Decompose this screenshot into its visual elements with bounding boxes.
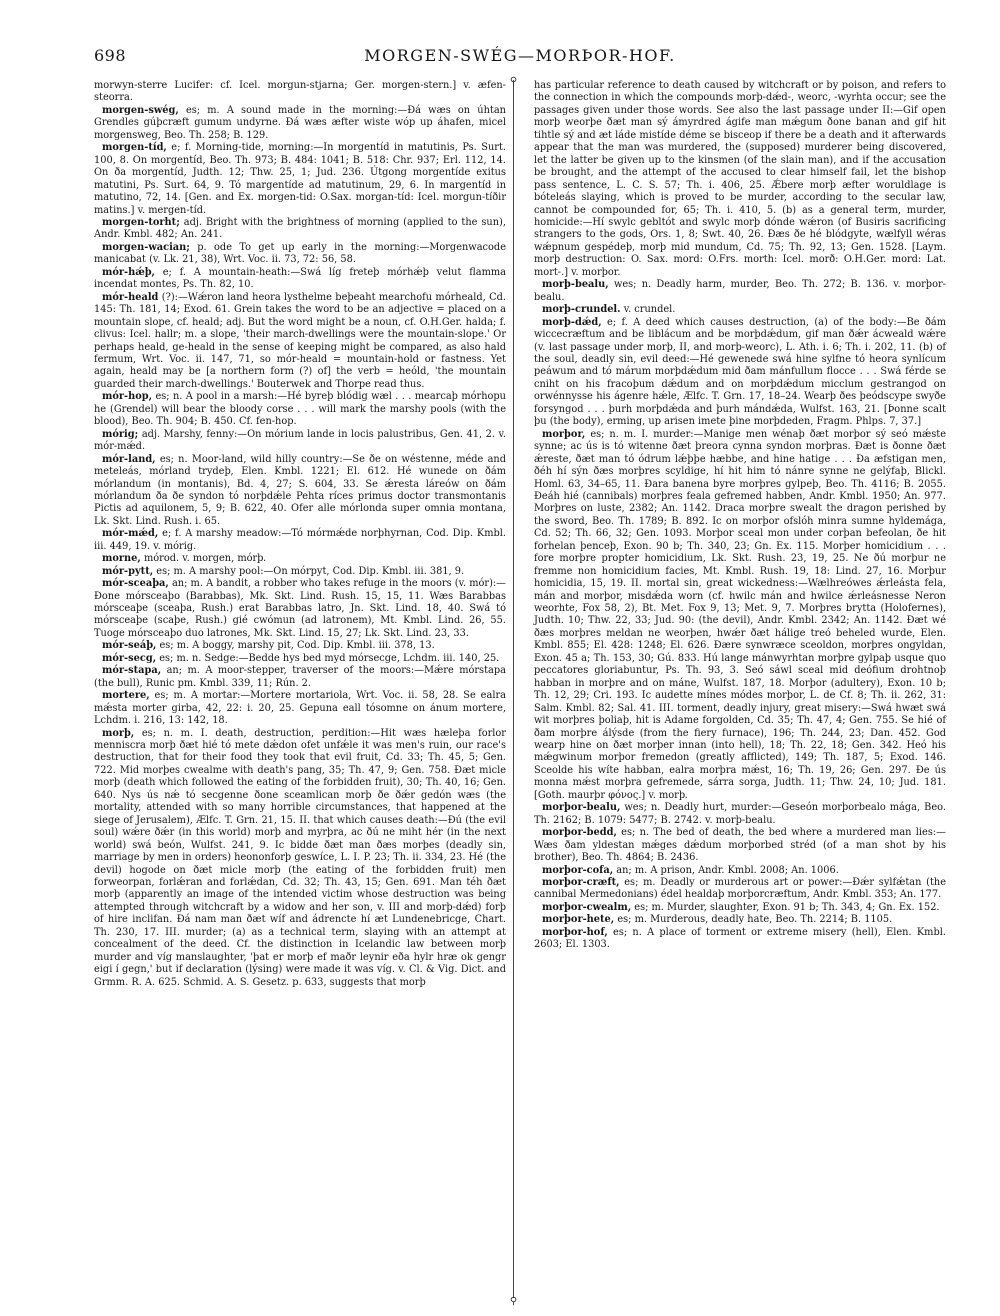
entry-headword: morþ, <box>102 727 135 739</box>
entry-headword: morgen-wacian; <box>102 241 190 253</box>
entry-text: (?):—Wǽron land heora lysthelme beþeaht mearchofu mórheald, Cd. 145: Th. 181, 14; Exod. 61. Grein takes the word to be an adjective = placed on a mountain slope, cf. heald; adj. But the word might be a noun, cf. O.H.Ger. halda; f. clivus: Icel. hallr; m. a slope, 'their march-dwellings were the mountain-slope.' Or perhaps heald, ge-heald in the sense of keeping might be compared, as also hald fermum, Wrt. Voc. ii. 147, 71, so mór-heald = mountain-hold or fastness. Yet again, heald may be [a northern form (?) of] the verb = heóld, 'the mountain guarded their march-dwellings.' Bouterwek and Thorpe read thus. <box>94 291 506 390</box>
dictionary-entry <box>94 553 506 565</box>
dictionary-entry <box>94 391 506 428</box>
page-header <box>94 46 946 70</box>
entry-headword: mór-land, <box>102 453 156 465</box>
dictionary-entry <box>94 640 506 652</box>
dictionary-entry <box>534 827 946 864</box>
dictionary-entry <box>534 902 946 914</box>
entry-headword: morþor-bedd, <box>542 827 617 839</box>
entry-headword: morgen-tíd, <box>102 142 167 154</box>
entry-headword: mór-pytt, <box>102 565 154 577</box>
dictionary-entry <box>94 292 506 392</box>
entry-headword: morgen-torht; <box>102 216 180 228</box>
entry-text: es; n. The bed of death, the bed where a murdered man lies:—Wæs ðam yldestan mǽges dǽdum morþorbed stréd (of a man shot by his brother), Beo. Th. 4864; B. 2436. <box>534 827 946 864</box>
right-column <box>534 80 946 952</box>
entry-headword: morþor-hete, <box>542 914 615 926</box>
entry-text: es; n. Moor-land, wild hilly country:—Se ðe on wéstenne, méde and meteleás, mórland trydeþ, Elen. Kmbl. 1221; El. 612. Hé wunede on ðám mórlandum (in montanis), Bd. 4, 27; S. 604, 33. Se ǽresta láreów on ðám mórlandum ða ðe syndon tó norþdǽle Pehta ríces primus doctor transmontanis Pictis ad aquilonem, 5, 9; B. 622, 40. Ofer alle mórlonda super omnia montana, Lk. Skt. Lind. Rush. i. 65. <box>94 453 506 527</box>
entry-text: morwyn-sterre Lucifer: cf. Icel. morgun-stjarna; Ger. morgen-stern.] v. æfen-steorra. <box>94 80 506 104</box>
entry-headword: morþor-bealu, <box>542 802 621 814</box>
entry-text: es; m. A sound made in the morning:—Ðá wæs on úhtan Grendles gúþcræft gumum undyrne. Ðá wæs æfter wiste wóp up áhafen, micel morgensweg, Beo. Th. 258; B. 129. <box>94 104 506 141</box>
entry-text: es; n. A place of torment or extreme misery (hell), Elen. Kmbl. 2603; El. 1303. <box>534 926 946 951</box>
dictionary-entry <box>94 217 506 242</box>
entry-headword: morþ-crundel. <box>542 304 621 316</box>
entry-text: wes; n. Deadly harm, murder, Beo. Th. 272; B. 136. v. morþor-bealu. <box>534 279 946 303</box>
entry-text: es; m. n. Sedge:—Bedde hys bed myd mórsecge, Lchdm. iii. 140, 25. <box>159 652 500 664</box>
entry-text: wes; n. Deadly hurt, murder:—Geseón morþorbealo mága, Beo. Th. 2162; B. 1079: 5477; B. 2742. v. morþ-bealu. <box>534 802 946 826</box>
divider-ornament-icon: ⚲ <box>509 1296 518 1307</box>
dictionary-entry <box>94 267 506 292</box>
entry-text: es; m. Murderous, deadly hate, Beo. Th. 2214; B. 1105. <box>617 914 893 926</box>
entry-headword: mór-sceaþa, <box>102 578 169 590</box>
entry-headword: mór-stapa, <box>102 665 162 677</box>
entry-text: es; n. m. I. death, destruction, perdition:—Hit wæs hæleþa forlor menniscra morþ ðæt hié tó mete dǽdon ofet unfǽle it was men's ruin, our race's destruction, that for their food they took that evil fruit, Cd. 33; Th. 45, 5; Gen. 722. Mid morþes cwealme with death's pang, 35; Th. 47, 9; Gen. 758. Ðæt micle morþ (death which followed the eating of the forbidden fruit), 30; Th. 40, 16; Gen. 640. Nys ús nǽ tó secgenne ðone sceamlican morþ ðe ðǽr gedón wæs (the mortality, attended with so many horrible circumstances, that happened at the siege of Jerusalem), Ælfc. T. Grn. 21, 15. II. that which causes death:—Ðú (the evil soul) wǽre ðǽr (in this world) morþ and myrþra, ac ðú ne miht hér (in the next world) swá beón, Wulfst. 241, 9. Ic bidde ðæt man ðæs morþes (deadly sin, marriage by men in orders) heononforþ geswíce, L. I. P. 23; Th. ii. 334, 23. Hé (the devil) hogode on ðæt micle morþ (the eating of the forbidden fruit) men forweorpan, forlǽran and forlǽdan, Cd. 32; Th. 43, 15; Gen. 691. Man téh ðæt morþ (apparently an image of the intended victim whose destruction was being attempted through witchcraft by a widow and her son, v. III and morþ-dǽd) forþ of hire inclifan. Ðá nam man ðæt wíf and ádrencte hí æt Lundenebricge, Chart. Th. 230, 17. III. murder; (a) as a technical term, slaying with an attempt at concealment of the deed. Cf. the distinction in Icelandic law between morþ murder and víg manslaughter, 'þat er morþ ef maðr leynir eða hylr hræ ok gengr eigi í gegn,' but if declaration (lýsing) were made it was víg. v. Cl. & Vig. Dict. and Grmm. R. A. 625. Schmid. A. S. Gesetz. p. 633, suggests that morþ <box>94 727 506 988</box>
running-title: MORGEN-SWÉG—MORÞOR-HOF. <box>364 46 676 65</box>
entry-headword: morgen-swég, <box>102 104 179 116</box>
entry-text: es; n. A pool in a marsh:—Hé byreþ blódig wæl . . . mearcaþ mórhopu he (Grendel) will bear the bloody corse . . . will mark the marshy pools (with the blood), Beo. Th. 904; B. 450. Cf. fen-hop. <box>94 391 506 428</box>
entry-headword: morþor-hof, <box>542 926 608 938</box>
dictionary-entry <box>94 566 506 578</box>
entry-text: e; f. A marshy meadow:—Tó mórmǽde norþhyrnan, Cod. Dip. Kmbl. iii. 449, 19. v. mórig. <box>94 528 506 552</box>
dictionary-entry <box>94 578 506 640</box>
left-column <box>94 80 506 989</box>
entry-text: an; m. A prison, Andr. Kmbl. 2008; An. 1006. <box>616 864 839 876</box>
entry-text: es; n. m. I. murder:—Manige men wénaþ ðæt morþor sý seó mǽste synne; ac ús is tó witenne ðæt þreora cynna syndon morþras. Ðæt is ðonne ðæt ǽreste, ðæt man tó ódrum lǽþþe hæbbe, and hine hatige . . . Ða æfstigan men, ðéh hí sýn ðæs morþres scyldige, hí hit him tó nánre synne ne gelýfaþ, Blickl. Homl. 63, 34–65, 11. Ðara banena byre morþres gylpeþ, Beo. Th. 4116; B. 2055. Ðeáh hié (cannibals) morþres feala gefremed habben, Andr. Kmbl. 1950; An. 977. Morþres on luste, 2382; An. 1142. Draca morþre swealt the dragon perished by the sword, Beo. Th. 1789; B. 892. Ic on morþor ofslóh minra sumne hyldemága, Cd. 52; Th. 66, 32; Gen. 1093. Morþor sceal mon under corþan befeolan, ðe hit forhelan þenceþ, Exon. 90 b; Th. 340, 23; Gn. Ex. 115. Morþer homicidium . . . fore morþre propter homicidium, Lk. Skt. Rush. 23, 19, 25. Ne ðú morþur ne fremme non homicidium facies, Mt. Kmbl. Rush. 19, 18: Lind. 27, 16. Morþur homicidia, 15, 19. II. mortal sin, great wickedness:—Wælhreówes ǽrleásta fela, mán and morþor, misdǽda worn (cf. hwilc mán and hwilce ǽrleásnesse Neron weorhte, Fox 58, 2), Bt. Met. Fox 9, 13; Met. 9, 7. Morþres brytta (Holofernes), Judth. 10; Thw. 22, 33; Jud. 90: (the devil), Andr. Kmbl. 2342; An. 1142. Ðæt wé ðæs morþres meldan ne weorþen, hwǽr ðæt hálige treó beheled wurde, Elen. Kmbl. 855; El. 428: 1248; El. 626. Ðære synwræce sceoldon, morþres ongyldan, Exon. 45 a; Th. 153, 30; Gú. 833. Hú lange mánwyrhtan morþre gylpaþ usque quo peccatores gloriabuntur, Ps. Th. 93, 3. Seó sáwl sceal mid deófium drohtnoþ habban in morþre and on máne, Wulfst. 187, 18. Morþor (adultery), Exon. 10 b; Th. 12, 29; Cri. 193. Ic audette mínes módes morþor, L. de Cf. 8; Th. ii. 262, 31: Salm. Kmbl. 82; Sal. 41. III. torment, deadly injury, great misery:—Swá hwæt swá wit morþres þoliaþ, hit is Adame forgolden, Cd. 35; Th. 47, 4; Gen. 755. Se hié of ðam morþre álýsde (from the fiery furnace), 196; Th. 244, 23; Dan. 452. God wearp hine on ðæt morþer innan (into hell), 18; Th. 22, 18; Gen. 342. Heó his mǽgwinum morþor fremedon (greatly afflicted), 149; Th. 187, 5; Exod. 146. Sceolde his wíte habban, ealra morþra mǽst, 16; Th. 19, 26; Gen. 297. Ðe ús monna mǽst morþra gefremede, sárra sorga, Judth. 11; Thw. 24, 10; Jud. 181. [Goth. maurþr φόνος.] v. morþ. <box>534 428 946 801</box>
entry-text: an; m. A moor-stepper, traverser of the moors:—Mǽre mórstapa (the bull), Runic pm. Kmbl. 339, 11; Rún. 2. <box>94 665 506 689</box>
entry-headword: morþ-bealu, <box>542 279 609 291</box>
entry-text: has particular reference to death caused by witchcraft or by poison, and refers to the connection in which the compounds morþ-dǽd-, weorc, -wyrhta occur; see the passages given under those words. See also the last passage under II:—Gif open morþ weorþe ðæt man sý ámyrdred ágife man mǽgum ðone banan and gif hit tihtle sý and æt láde mistíde déme se bisceop if there be a death and it afterwards appear that the man was murdered, the (supposed) murderer being discovered, let the latter be given up to the kinsmen (of the slain man), and if the accusation be brought, and the attempt of the accused to clear himself fail, let the bishop pass sentence, L. C. S. 57; Th. i. 406, 25. Ǽbere morþ æfter woruldlage is bóteleás slaying, which is proved to be murder, according to the secular law, cannot be compounded for, 65; Th. i. 410, 5. (b) as a general term, murder, homicide:—Hí swylc gebltót and swylc morþ dónde wǽron (of Busiris sacrificing strangers to the gods, Ors. 1, 8; Swt. 40, 26. Ðæs ðe hé blódgyte, wælfyll wéras wǽpnum gespédeþ, morþ mid mundum, Cd. 75; Th. 92, 13; Gen. 1528. [Laym. morþ destruction: O. Sax. mord: O.Frs. morth: Icel. morð: O.H.Ger. mord: Lat. mort-.] v. morþor. <box>534 80 946 278</box>
entry-text: es; m. Murder, slaughter, Exon. 91 b; Th. 343, 4; Gn. Ex. 152. <box>634 901 940 913</box>
entry-text: adj. Bright with the brightness of morning (applied to the sun), Andr. Kmbl. 482; An. 241. <box>94 216 506 241</box>
entry-headword: mortere, <box>102 690 150 702</box>
dictionary-entry <box>94 454 506 529</box>
entry-headword: mór-mǽd, <box>102 528 159 540</box>
dictionary-entry <box>94 105 506 142</box>
entry-text: mórod. v. morgen, mórþ. <box>143 553 267 565</box>
dictionary-entry <box>94 528 506 553</box>
entry-headword: mór-hop, <box>102 391 153 403</box>
dictionary-entry <box>94 80 506 105</box>
divider-ornament-icon: ⚲ <box>509 76 518 87</box>
entry-headword: morþor-cofa, <box>542 864 614 876</box>
entry-headword: morþ-dǽd, <box>542 316 602 328</box>
entry-text: e; f. A mountain-heath:—Swá líg freteþ mórhǽþ velut flamma incendat montes, Ps. Th. 82, 10. <box>94 266 506 291</box>
entry-text: e; f. A deed which causes destruction, (a) of the body:—Be ðám wiccecræftum and be liblácum and be morþdǽdum, gif man ðǽr ácweald wǽre (v. last passage under morþ, II, and morþ-weorc), L. Ath. i. 6; Th. i. 202, 11. (b) of the soul, deadly sin, evil deed:—Hé gewenede swá hine sylfne tó heora synlícum peáwum and tó márum morþdǽdum mid ðam mánfullum flocce . . . Swá férde se cniht on his fracoþum dǽdum and on morþdǽdum micclum gestrangod on orwénnysse his ágenre hǽle, Ælfc. T. Grn. 17, 18–24. Wearþ ðes þeódscype swyðe forsyngod . . . þurh morþdǽda and þurh mándǽda, Wulfst. 163, 21. [Þonne scalt þu (the body), erming, up arisen imete þine morþdeden, Fragm. Phlps. 7, 37.] <box>534 316 946 428</box>
entry-text: p. ode To get up early in the morning:—Morgenwacode manicabat (v. Lk. 21, 38), Wrt. Voc. ii. 73, 72: 56, 58. <box>94 241 506 266</box>
dictionary-entry <box>94 728 506 990</box>
entry-text: es; m. A mortar:—Mortere mortariola, Wrt. Voc. ii. 58, 28. Se ealra mǽsta morter girba, 42, 22: i. 20, 25. Gepuna eall tósomne on ánum mortere, Lchdm. i. 216, 13: 142, 18. <box>94 690 506 727</box>
dictionary-entry <box>94 142 506 217</box>
entry-headword: morþor-cræft, <box>542 877 620 888</box>
dictionary-entry <box>534 877 946 902</box>
entry-headword: mórig; <box>102 428 139 440</box>
entry-text: es; m. A boggy, marshy pit, Cod. Dip. Kmbl. iii. 378, 13. <box>159 640 435 652</box>
dictionary-entry <box>534 80 946 279</box>
entry-text: an; m. A bandit, a robber who takes refuge in the moors (v. mór):—Ðone mórsceaþo (Barabbas), Mk. Skt. Lind. Rush. 15, 15, 11. Wæs Barabbas mórsceaþe (sceaþa, Rush.) erat Barabbas latro, Jn. Skt. Lind. 18, 40. Swá tó mórsceaþe (scaþe, Rush.) gié cwómun (ad latronem), Mt. Kmbl. Lind. 26, 55. Tuoge mórsceaþo duo latrones, Mk. Skt. Lind. 15, 27; Lk. Skt. Lind. 23, 33. <box>94 578 506 639</box>
dictionary-entry <box>94 429 506 454</box>
dictionary-entry <box>94 690 506 727</box>
entry-text: es; m. A marshy pool:—On mórpyt, Cod. Dip. Kmbl. iii. 381, 9. <box>156 565 465 577</box>
entry-text: e; f. Morning-tide, morning:—In morgentíd in matutinis, Ps. Surt. 100, 8. On morgentíd, Beo. Th. 973; B. 484: 1041; B. 518: Chr. 937; Erl. 112, 14. On ða morgentíd, Judth. 12; Thw. 25, 1; Jud. 236. Útgong morgentíde exitus matutini, Ps. Surt. 64, 9. Tó margentíde ad matutinum, 29, 6. In margentíd in matutino, 72, 14. [Gen. and Ex. morgen-tid: O.Sax. morgan-tíd: Icel. morgun-tíðir matins.] v. mergen-tíd. <box>94 142 506 216</box>
dictionary-entry <box>534 802 946 827</box>
entry-headword: mór-secg, <box>102 652 157 664</box>
entry-text: es; m. Deadly or murderous art or power:—Ðǽr sylfǽtan (the cannibal Mermedonians) édel healdaþ morþorcræftum, Andr. Kmbl. 353; An. 177. <box>534 877 946 901</box>
entry-headword: morþor, <box>542 428 586 440</box>
entry-headword: morne, <box>102 553 141 565</box>
dictionary-entry <box>94 665 506 690</box>
entry-headword: morþor-cwealm, <box>542 901 632 913</box>
entry-headword: mór-heald <box>102 291 159 303</box>
dictionary-entry <box>94 242 506 267</box>
column-divider <box>513 80 514 1298</box>
dictionary-entry <box>94 653 506 665</box>
entry-headword: mór-hǽþ, <box>102 266 155 278</box>
dictionary-entry <box>534 317 946 429</box>
entry-text: adj. Marshy, fenny:—On mórium lande in locis palustribus, Gen. 41, 2. v. mór-mǽd. <box>94 428 507 453</box>
page-number: 698 <box>94 46 127 65</box>
dictionary-entry <box>534 304 946 316</box>
entry-headword: mór-seáþ, <box>102 640 157 652</box>
dictionary-entry <box>534 865 946 877</box>
dictionary-entry <box>534 914 946 926</box>
dictionary-entry <box>534 927 946 952</box>
dictionary-entry <box>534 429 946 803</box>
entry-text: v. crundel. <box>623 304 676 316</box>
dictionary-entry <box>534 279 946 304</box>
